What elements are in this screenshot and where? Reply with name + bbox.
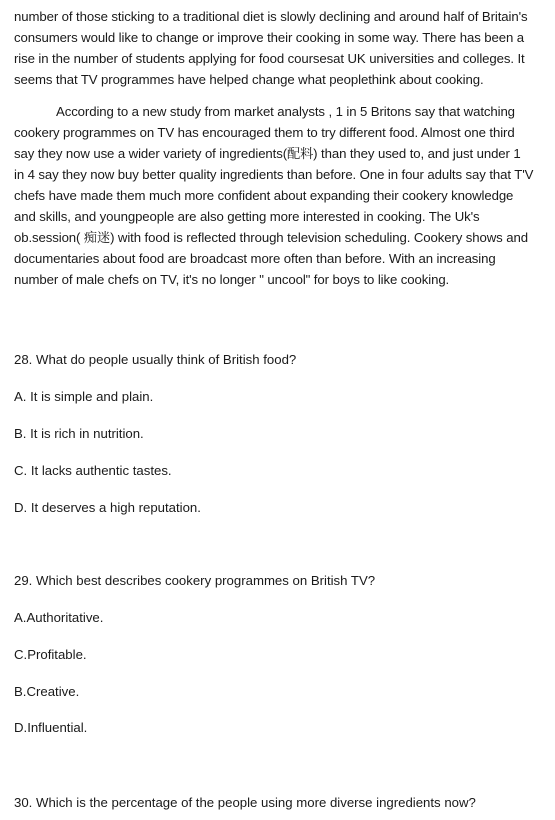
document-page: [14, 6, 534, 810]
option-29-b: B.Creative.: [14, 684, 80, 699]
option-29-c: C.Profitable.: [14, 647, 87, 662]
question-28: 28. What do people usually think of British food?: [14, 352, 297, 367]
question-29: 29. Which best describes cookery programmes on British TV?: [14, 573, 376, 588]
option-29-a: A.Authoritative.: [14, 610, 104, 625]
option-28-b: B. It is rich in nutrition.: [14, 426, 144, 441]
option-28-d: D. It deserves a high reputation.: [14, 500, 201, 515]
option-28-a: A. It is simple and plain.: [14, 389, 154, 404]
option-29-d: D.Influential.: [14, 720, 88, 735]
question-30: 30. Which is the percentage of the people using more diverse ingredients now?: [14, 795, 476, 810]
passage-paragraph-2: According to a new study from market analysts , 1 in 5 Britons say that watching cookery programmes on TV has encouraged them to try different food. Almost one third say they now use a wider variety of ingredients(配料) than they used to, and just under 1 in 4 say they now buy better quality ingredients than before. One in four adults say that T'V chefs have made them much more confident about expanding their cookery knowledge and skills, and youngpeople are also getting more interested in cooking. The Uk's ob.session( 痴迷) with food is reflected through television scheduling. Cookery shows and documentaries about food are broadcast more often than before. With an increasing number of male chefs on TV, it's no longer " uncool" for boys to like cooking.: [14, 104, 534, 287]
option-28-c: C. It lacks authentic tastes.: [14, 463, 172, 478]
passage-paragraph-1: number of those sticking to a traditional diet is slowly declining and around half of Britain's consumers would like to change or improve their cooking in some way. There has been a rise in the number of students applying for food coursesat UK universities and colleges. It seems that TV programmes have helped change what peoplethink about cooking.: [14, 9, 528, 87]
